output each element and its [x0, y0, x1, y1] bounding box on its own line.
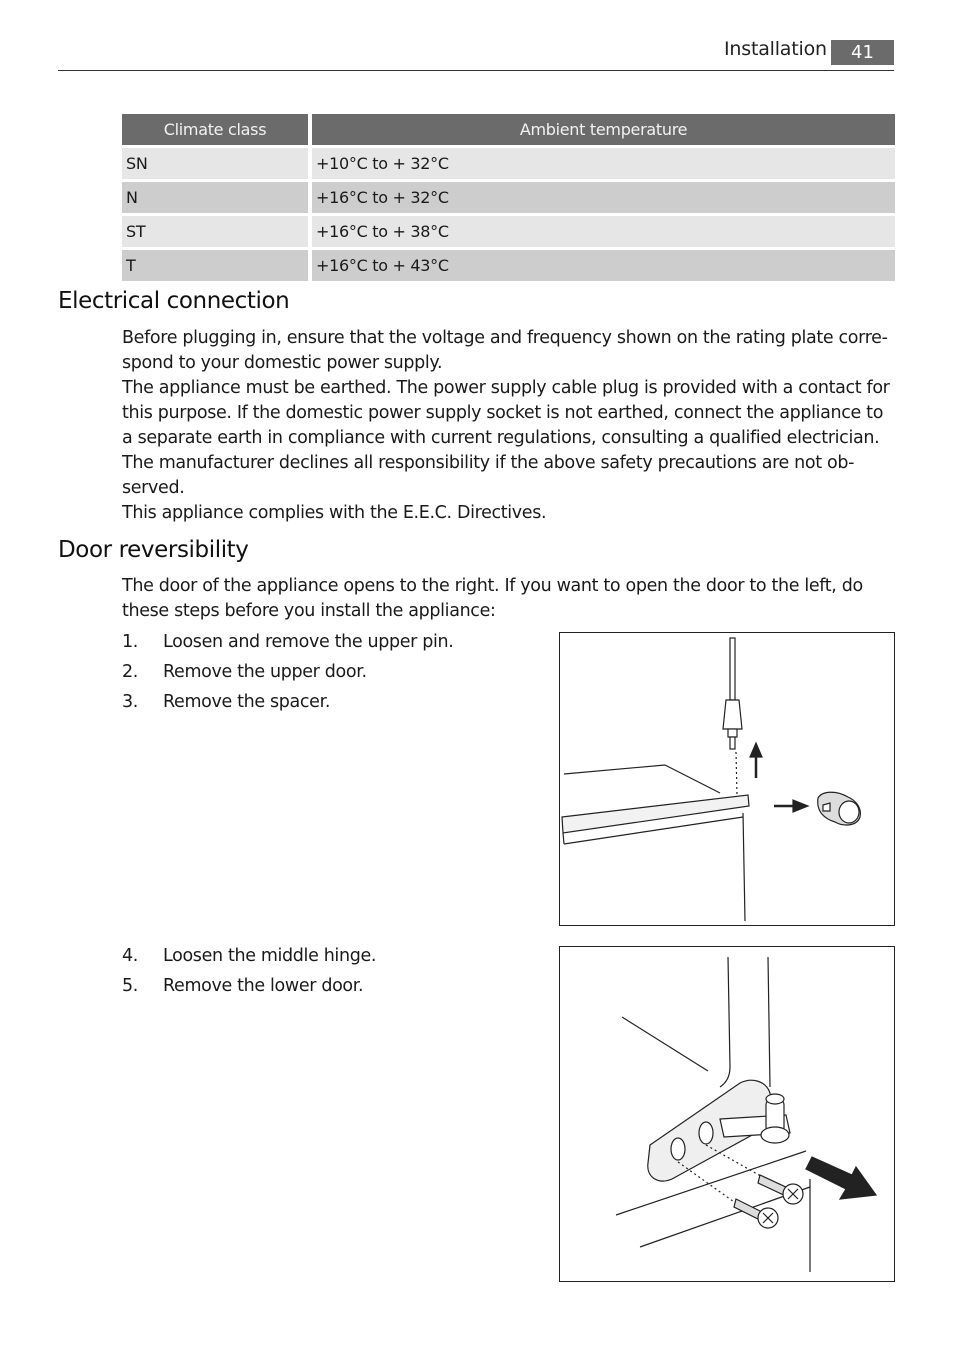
climate-class-table — [122, 111, 895, 284]
screwdriver-upper-pin-spacer-illustration-icon — [560, 633, 894, 925]
climate-class-cell: T — [122, 250, 308, 281]
temperature-cell: +16°C to + 43°C — [312, 250, 895, 281]
door-steps-list-2 — [122, 941, 376, 1001]
table-row — [122, 182, 895, 213]
header-section-title: Installation — [724, 38, 827, 60]
table-header-row — [122, 114, 895, 145]
column-header-climate-class: Climate class — [122, 114, 308, 145]
list-item — [122, 971, 376, 1001]
middle-hinge-screws-illustration-icon — [560, 947, 894, 1281]
electrical-connection-body — [122, 326, 897, 526]
electrical-paragraph-4: This appliance complies with the E.E.C. Directives. — [122, 503, 547, 523]
table-row — [122, 216, 895, 247]
climate-class-cell: ST — [122, 216, 308, 247]
step-number: 2. — [122, 662, 138, 682]
table-row — [122, 148, 895, 179]
step-text: Remove the spacer. — [163, 692, 331, 712]
step-text: Remove the upper door. — [163, 662, 367, 682]
climate-class-cell: N — [122, 182, 308, 213]
temperature-cell: +16°C to + 38°C — [312, 216, 895, 247]
climate-class-cell: SN — [122, 148, 308, 179]
electrical-paragraph-1: Before plugging in, ensure that the voltage and frequency shown on the rating plate corre-spond to your domestic power supply. — [122, 328, 888, 373]
list-item — [122, 687, 453, 717]
upper-pin-figure — [559, 632, 895, 926]
step-number: 4. — [122, 946, 138, 966]
column-header-ambient-temperature: Ambient temperature — [312, 114, 895, 145]
temperature-cell: +16°C to + 32°C — [312, 182, 895, 213]
electrical-paragraph-2: The appliance must be earthed. The power supply cable plug is provided with a contact for this purpose. If the domestic power supply socket is not earthed, connect the appliance to a separate earth in compliance with current regulations, consulting a qualified electrician. — [122, 378, 890, 448]
temperature-cell: +10°C to + 32°C — [312, 148, 895, 179]
list-item — [122, 627, 453, 657]
electrical-paragraph-3: The manufacturer declines all responsibility if the above safety precautions are not ob-served. — [122, 453, 855, 498]
step-text: Loosen the middle hinge. — [163, 946, 377, 966]
step-text: Remove the lower door. — [163, 976, 364, 996]
middle-hinge-figure — [559, 946, 895, 1282]
table-row — [122, 250, 895, 281]
door-reversibility-intro: The door of the appliance opens to the right. If you want to open the door to the left, do these steps before you install the appliance: — [122, 576, 863, 621]
door-steps-list-1 — [122, 627, 453, 717]
list-item — [122, 941, 376, 971]
list-item — [122, 657, 453, 687]
page-number: 41 — [831, 40, 894, 65]
electrical-connection-heading: Electrical connection — [58, 288, 290, 314]
door-reversibility-heading: Door reversibility — [58, 537, 249, 563]
step-number: 5. — [122, 976, 138, 996]
step-number: 3. — [122, 692, 138, 712]
step-text: Loosen and remove the upper pin. — [163, 632, 454, 652]
step-number: 1. — [122, 632, 138, 652]
header-divider — [58, 70, 894, 71]
